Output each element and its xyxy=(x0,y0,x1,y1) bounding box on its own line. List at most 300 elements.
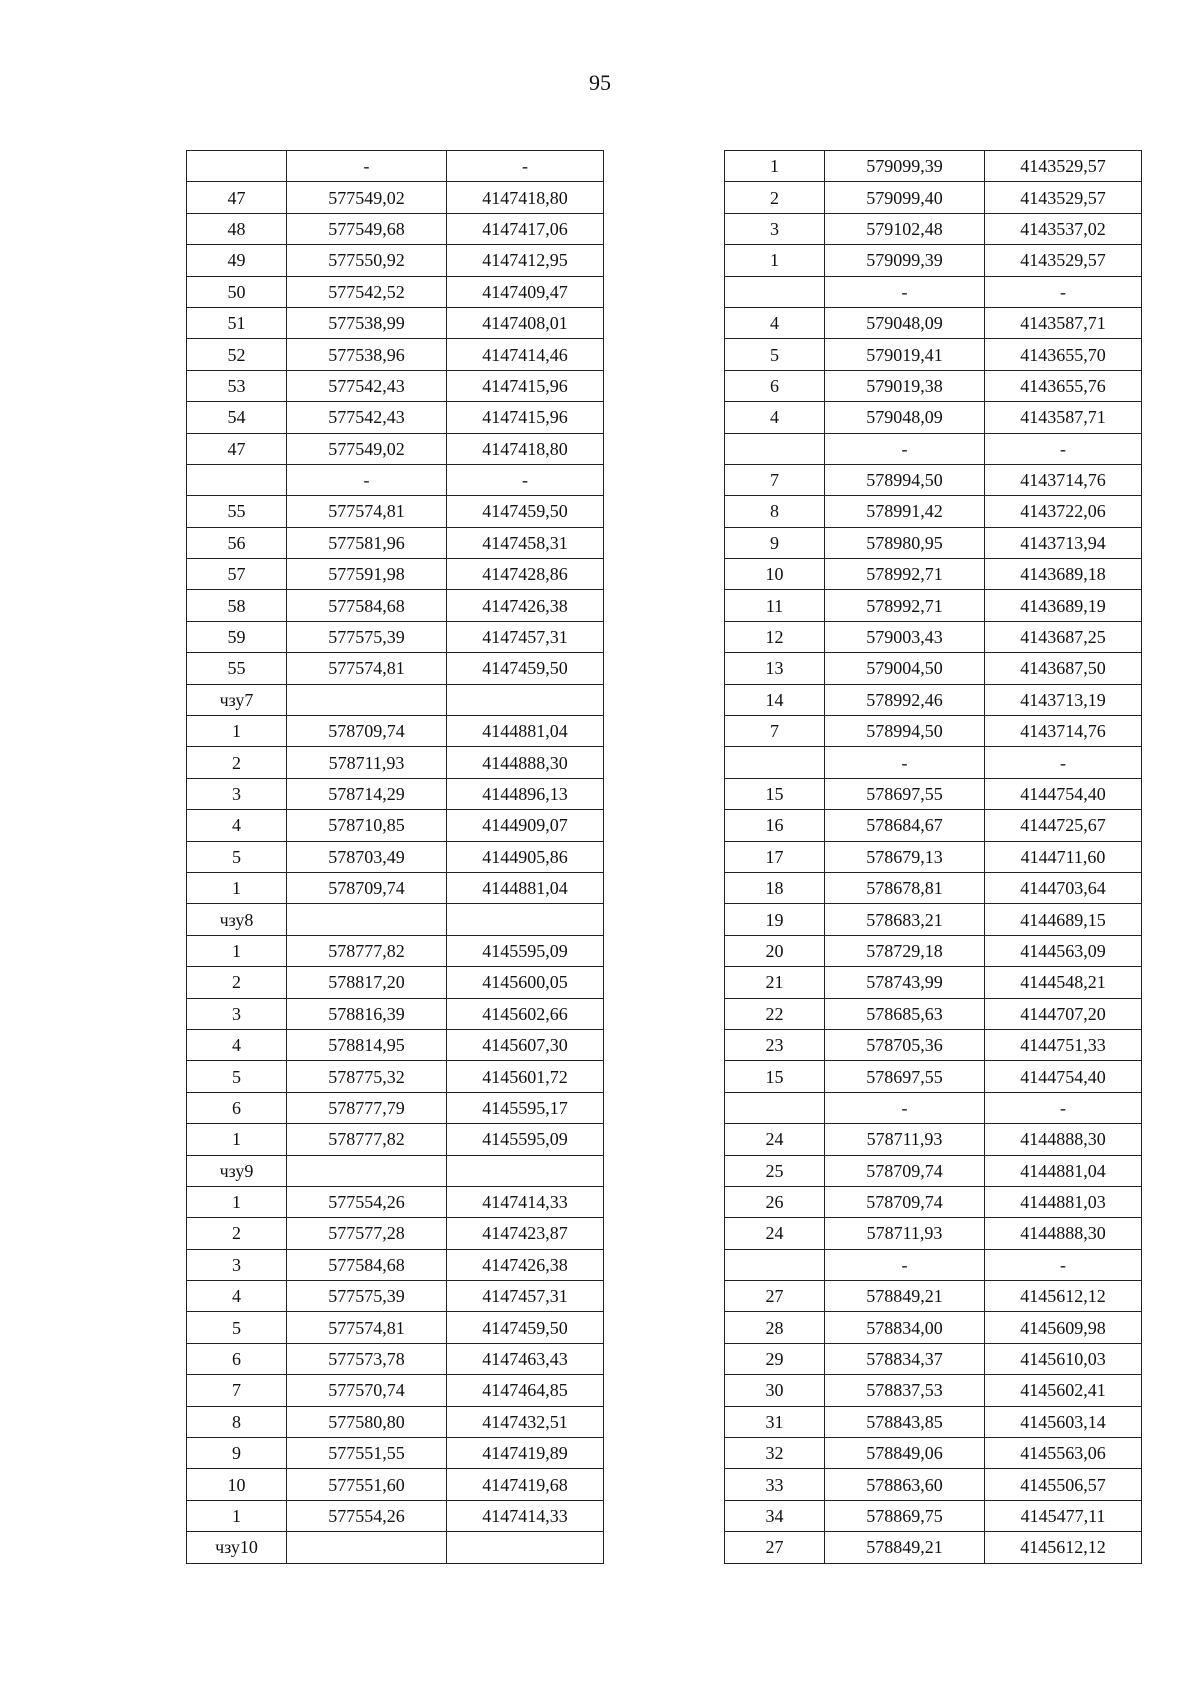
point-number-cell: 23 xyxy=(725,1029,825,1060)
table-row xyxy=(187,935,604,966)
point-number-cell: 3 xyxy=(187,998,287,1029)
x-coordinate-cell: 578992,71 xyxy=(825,590,985,621)
table-row xyxy=(187,1375,604,1406)
y-coordinate-cell: 4147458,31 xyxy=(447,527,604,558)
y-coordinate-cell: 4147409,47 xyxy=(447,276,604,307)
x-coordinate-cell xyxy=(287,684,447,715)
point-number-cell: 9 xyxy=(187,1438,287,1469)
y-coordinate-cell: 4145602,66 xyxy=(447,998,604,1029)
x-coordinate-cell: 578714,29 xyxy=(287,778,447,809)
table-row xyxy=(187,904,604,935)
point-number-cell: 47 xyxy=(187,433,287,464)
x-coordinate-cell: 577591,98 xyxy=(287,559,447,590)
table-row xyxy=(187,1532,604,1563)
y-coordinate-cell: 4145595,17 xyxy=(447,1092,604,1123)
table-row xyxy=(725,402,1142,433)
y-coordinate-cell: 4143687,25 xyxy=(985,621,1142,652)
point-number-cell xyxy=(187,464,287,495)
x-coordinate-cell: 578863,60 xyxy=(825,1469,985,1500)
y-coordinate-cell: 4144548,21 xyxy=(985,967,1142,998)
x-coordinate-cell: 578849,21 xyxy=(825,1281,985,1312)
x-coordinate-cell: 577551,60 xyxy=(287,1469,447,1500)
x-coordinate-cell: 579019,38 xyxy=(825,370,985,401)
point-number-cell: 7 xyxy=(725,716,825,747)
table-row xyxy=(725,307,1142,338)
x-coordinate-cell: 578743,99 xyxy=(825,967,985,998)
table-row xyxy=(725,1218,1142,1249)
x-coordinate-cell: - xyxy=(825,1249,985,1280)
point-number-cell: 1 xyxy=(187,872,287,903)
y-coordinate-cell: 4145600,05 xyxy=(447,967,604,998)
x-coordinate-cell: 578678,81 xyxy=(825,872,985,903)
table-row xyxy=(187,1218,604,1249)
table-row xyxy=(187,559,604,590)
y-coordinate-cell: 4147464,85 xyxy=(447,1375,604,1406)
table-row xyxy=(725,810,1142,841)
x-coordinate-cell: 578777,82 xyxy=(287,935,447,966)
x-coordinate-cell: 578814,95 xyxy=(287,1029,447,1060)
point-number-cell: 55 xyxy=(187,653,287,684)
left-coordinates-table xyxy=(186,150,604,1564)
table-row xyxy=(725,872,1142,903)
table-row xyxy=(187,339,604,370)
x-coordinate-cell: 577551,55 xyxy=(287,1438,447,1469)
x-coordinate-cell: 577550,92 xyxy=(287,245,447,276)
y-coordinate-cell: 4147459,50 xyxy=(447,653,604,684)
y-coordinate-cell: 4147426,38 xyxy=(447,590,604,621)
x-coordinate-cell: 578679,13 xyxy=(825,841,985,872)
x-coordinate-cell: 579099,39 xyxy=(825,151,985,182)
x-coordinate-cell: 578994,50 xyxy=(825,716,985,747)
point-number-cell: 58 xyxy=(187,590,287,621)
table-row xyxy=(725,1092,1142,1123)
y-coordinate-cell: 4143713,19 xyxy=(985,684,1142,715)
x-coordinate-cell: 577542,52 xyxy=(287,276,447,307)
table-row xyxy=(187,1438,604,1469)
point-number-cell: 49 xyxy=(187,245,287,276)
point-number-cell xyxy=(725,1249,825,1280)
x-coordinate-cell: 578710,85 xyxy=(287,810,447,841)
table-row xyxy=(187,684,604,715)
table-row xyxy=(725,151,1142,182)
point-number-cell: 32 xyxy=(725,1438,825,1469)
point-number-cell: 30 xyxy=(725,1375,825,1406)
point-number-cell: 51 xyxy=(187,307,287,338)
right-coordinates-table xyxy=(724,150,1142,1564)
table-row xyxy=(187,464,604,495)
y-coordinate-cell: 4147428,86 xyxy=(447,559,604,590)
x-coordinate-cell: 578703,49 xyxy=(287,841,447,872)
x-coordinate-cell: 578711,93 xyxy=(825,1124,985,1155)
point-number-cell xyxy=(725,1092,825,1123)
y-coordinate-cell: 4143689,18 xyxy=(985,559,1142,590)
point-number-cell: 4 xyxy=(187,810,287,841)
y-coordinate-cell: 4144905,86 xyxy=(447,841,604,872)
point-number-cell: 3 xyxy=(725,213,825,244)
y-coordinate-cell: 4143529,57 xyxy=(985,245,1142,276)
table-row xyxy=(725,653,1142,684)
x-coordinate-cell: 579048,09 xyxy=(825,307,985,338)
point-number-cell: 4 xyxy=(187,1029,287,1060)
point-number-cell: 12 xyxy=(725,621,825,652)
table-row xyxy=(725,716,1142,747)
point-number-cell: 2 xyxy=(187,967,287,998)
y-coordinate-cell: 4144881,04 xyxy=(985,1155,1142,1186)
point-number-cell: 22 xyxy=(725,998,825,1029)
x-coordinate-cell: 578843,85 xyxy=(825,1406,985,1437)
table-row xyxy=(725,684,1142,715)
point-number-cell: 27 xyxy=(725,1281,825,1312)
table-row xyxy=(725,1438,1142,1469)
point-number-cell: 19 xyxy=(725,904,825,935)
y-coordinate-cell: 4143713,94 xyxy=(985,527,1142,558)
x-coordinate-cell: 578816,39 xyxy=(287,998,447,1029)
y-coordinate-cell: 4143714,76 xyxy=(985,464,1142,495)
table-row xyxy=(725,339,1142,370)
table-row xyxy=(187,1343,604,1374)
y-coordinate-cell: 4143537,02 xyxy=(985,213,1142,244)
x-coordinate-cell: 578709,74 xyxy=(287,872,447,903)
x-coordinate-cell: 578849,21 xyxy=(825,1532,985,1563)
y-coordinate-cell: 4147418,80 xyxy=(447,433,604,464)
y-coordinate-cell: 4145595,09 xyxy=(447,935,604,966)
x-coordinate-cell xyxy=(287,1532,447,1563)
x-coordinate-cell: 579004,50 xyxy=(825,653,985,684)
y-coordinate-cell: 4144751,33 xyxy=(985,1029,1142,1060)
y-coordinate-cell: 4147459,50 xyxy=(447,1312,604,1343)
x-coordinate-cell: - xyxy=(825,276,985,307)
y-coordinate-cell: 4143687,50 xyxy=(985,653,1142,684)
x-coordinate-cell: 578683,21 xyxy=(825,904,985,935)
table-row xyxy=(187,1406,604,1437)
point-number-cell: 6 xyxy=(725,370,825,401)
point-number-cell: 27 xyxy=(725,1532,825,1563)
point-number-cell: 3 xyxy=(187,778,287,809)
y-coordinate-cell: - xyxy=(985,1092,1142,1123)
y-coordinate-cell: 4143587,71 xyxy=(985,307,1142,338)
point-number-cell xyxy=(725,433,825,464)
y-coordinate-cell: - xyxy=(985,747,1142,778)
table-row xyxy=(725,621,1142,652)
point-number-cell: 54 xyxy=(187,402,287,433)
point-number-cell: 53 xyxy=(187,370,287,401)
x-coordinate-cell: 578817,20 xyxy=(287,967,447,998)
x-coordinate-cell: 578697,55 xyxy=(825,1061,985,1092)
y-coordinate-cell xyxy=(447,904,604,935)
table-row xyxy=(187,747,604,778)
y-coordinate-cell xyxy=(447,684,604,715)
y-coordinate-cell: 4147412,95 xyxy=(447,245,604,276)
x-coordinate-cell: 578711,93 xyxy=(287,747,447,778)
y-coordinate-cell: 4145603,14 xyxy=(985,1406,1142,1437)
x-coordinate-cell: 577549,02 xyxy=(287,433,447,464)
table-row xyxy=(725,1186,1142,1217)
y-coordinate-cell: 4144888,30 xyxy=(985,1124,1142,1155)
y-coordinate-cell: 4147417,06 xyxy=(447,213,604,244)
x-coordinate-cell: 578991,42 xyxy=(825,496,985,527)
y-coordinate-cell: 4143529,57 xyxy=(985,151,1142,182)
point-number-cell: 11 xyxy=(725,590,825,621)
point-number-cell: 5 xyxy=(725,339,825,370)
y-coordinate-cell: 4143655,70 xyxy=(985,339,1142,370)
table-row xyxy=(725,1249,1142,1280)
x-coordinate-cell: - xyxy=(825,1092,985,1123)
x-coordinate-cell: 577554,26 xyxy=(287,1186,447,1217)
table-row xyxy=(725,1124,1142,1155)
left-table-body xyxy=(187,151,604,1564)
y-coordinate-cell: 4145602,41 xyxy=(985,1375,1142,1406)
y-coordinate-cell: 4144689,15 xyxy=(985,904,1142,935)
x-coordinate-cell: 578992,46 xyxy=(825,684,985,715)
table-row xyxy=(187,527,604,558)
point-number-cell: 48 xyxy=(187,213,287,244)
y-coordinate-cell: 4147414,46 xyxy=(447,339,604,370)
y-coordinate-cell: 4143689,19 xyxy=(985,590,1142,621)
point-number-cell: 47 xyxy=(187,182,287,213)
x-coordinate-cell: 577584,68 xyxy=(287,1249,447,1280)
table-row xyxy=(187,151,604,182)
x-coordinate-cell: 579048,09 xyxy=(825,402,985,433)
table-row xyxy=(725,778,1142,809)
y-coordinate-cell: 4147457,31 xyxy=(447,621,604,652)
y-coordinate-cell: 4144707,20 xyxy=(985,998,1142,1029)
y-coordinate-cell: 4147414,33 xyxy=(447,1186,604,1217)
x-coordinate-cell: 579019,41 xyxy=(825,339,985,370)
y-coordinate-cell: 4144909,07 xyxy=(447,810,604,841)
table-row xyxy=(725,433,1142,464)
x-coordinate-cell: 577574,81 xyxy=(287,1312,447,1343)
x-coordinate-cell: 578834,00 xyxy=(825,1312,985,1343)
x-coordinate-cell: 578709,74 xyxy=(287,716,447,747)
x-coordinate-cell: 578837,53 xyxy=(825,1375,985,1406)
table-row xyxy=(725,1469,1142,1500)
point-number-cell: 52 xyxy=(187,339,287,370)
y-coordinate-cell: 4145563,06 xyxy=(985,1438,1142,1469)
point-number-cell: 5 xyxy=(187,1312,287,1343)
y-coordinate-cell: 4144754,40 xyxy=(985,778,1142,809)
point-number-cell: 7 xyxy=(187,1375,287,1406)
table-row xyxy=(725,841,1142,872)
table-row xyxy=(725,213,1142,244)
point-number-cell: 13 xyxy=(725,653,825,684)
x-coordinate-cell: 579102,48 xyxy=(825,213,985,244)
y-coordinate-cell: 4145612,12 xyxy=(985,1532,1142,1563)
x-coordinate-cell: 578685,63 xyxy=(825,998,985,1029)
table-row xyxy=(725,1061,1142,1092)
y-coordinate-cell xyxy=(447,1532,604,1563)
y-coordinate-cell: 4144563,09 xyxy=(985,935,1142,966)
table-row xyxy=(187,1469,604,1500)
y-coordinate-cell: - xyxy=(985,433,1142,464)
point-number-cell: 5 xyxy=(187,841,287,872)
x-coordinate-cell: 578994,50 xyxy=(825,464,985,495)
point-number-cell xyxy=(725,276,825,307)
point-number-cell: 17 xyxy=(725,841,825,872)
x-coordinate-cell: 578684,67 xyxy=(825,810,985,841)
y-coordinate-cell: 4145506,57 xyxy=(985,1469,1142,1500)
y-coordinate-cell xyxy=(447,1155,604,1186)
x-coordinate-cell: 577554,26 xyxy=(287,1500,447,1531)
table-row xyxy=(187,872,604,903)
point-number-cell: 21 xyxy=(725,967,825,998)
y-coordinate-cell: 4145601,72 xyxy=(447,1061,604,1092)
y-coordinate-cell: 4147459,50 xyxy=(447,496,604,527)
point-number-cell: 50 xyxy=(187,276,287,307)
point-number-cell xyxy=(725,747,825,778)
table-row xyxy=(725,1406,1142,1437)
y-coordinate-cell: 4143655,76 xyxy=(985,370,1142,401)
x-coordinate-cell: 577581,96 xyxy=(287,527,447,558)
point-number-cell: 14 xyxy=(725,684,825,715)
x-coordinate-cell: 577549,68 xyxy=(287,213,447,244)
x-coordinate-cell: 577574,81 xyxy=(287,653,447,684)
point-number-cell: 29 xyxy=(725,1343,825,1374)
table-row xyxy=(187,182,604,213)
x-coordinate-cell: 577575,39 xyxy=(287,621,447,652)
table-row xyxy=(725,904,1142,935)
y-coordinate-cell: 4147419,68 xyxy=(447,1469,604,1500)
y-coordinate-cell: 4147408,01 xyxy=(447,307,604,338)
point-number-cell: 26 xyxy=(725,1186,825,1217)
table-row xyxy=(725,182,1142,213)
x-coordinate-cell: 577542,43 xyxy=(287,402,447,433)
table-row xyxy=(187,276,604,307)
y-coordinate-cell: 4145607,30 xyxy=(447,1029,604,1060)
table-row xyxy=(187,496,604,527)
y-coordinate-cell: 4144896,13 xyxy=(447,778,604,809)
point-number-cell: 59 xyxy=(187,621,287,652)
point-number-cell: 1 xyxy=(725,245,825,276)
x-coordinate-cell: 578711,93 xyxy=(825,1218,985,1249)
table-row xyxy=(725,1343,1142,1374)
y-coordinate-cell: 4144725,67 xyxy=(985,810,1142,841)
x-coordinate-cell: 577575,39 xyxy=(287,1281,447,1312)
y-coordinate-cell: 4147419,89 xyxy=(447,1438,604,1469)
table-row xyxy=(725,747,1142,778)
y-coordinate-cell: 4144754,40 xyxy=(985,1061,1142,1092)
x-coordinate-cell: - xyxy=(825,747,985,778)
x-coordinate-cell: - xyxy=(287,151,447,182)
table-row xyxy=(187,245,604,276)
y-coordinate-cell: 4147432,51 xyxy=(447,1406,604,1437)
x-coordinate-cell: - xyxy=(287,464,447,495)
y-coordinate-cell: 4143587,71 xyxy=(985,402,1142,433)
table-row xyxy=(187,1312,604,1343)
x-coordinate-cell: 577549,02 xyxy=(287,182,447,213)
x-coordinate-cell: 579099,39 xyxy=(825,245,985,276)
point-number-cell: 10 xyxy=(725,559,825,590)
point-number-cell: 2 xyxy=(725,182,825,213)
x-coordinate-cell: 577538,96 xyxy=(287,339,447,370)
y-coordinate-cell: - xyxy=(447,464,604,495)
x-coordinate-cell: - xyxy=(825,433,985,464)
y-coordinate-cell: 4143722,06 xyxy=(985,496,1142,527)
point-number-cell: 55 xyxy=(187,496,287,527)
table-row xyxy=(187,778,604,809)
x-coordinate-cell: 577574,81 xyxy=(287,496,447,527)
table-row xyxy=(725,1029,1142,1060)
table-row xyxy=(187,213,604,244)
x-coordinate-cell: 577580,80 xyxy=(287,1406,447,1437)
y-coordinate-cell: 4144881,04 xyxy=(447,872,604,903)
x-coordinate-cell xyxy=(287,904,447,935)
table-row xyxy=(187,653,604,684)
y-coordinate-cell: 4144888,30 xyxy=(447,747,604,778)
point-number-cell xyxy=(187,151,287,182)
x-coordinate-cell: 577542,43 xyxy=(287,370,447,401)
y-coordinate-cell: 4147415,96 xyxy=(447,370,604,401)
y-coordinate-cell: 4145477,11 xyxy=(985,1500,1142,1531)
y-coordinate-cell: 4147415,96 xyxy=(447,402,604,433)
x-coordinate-cell: 578777,82 xyxy=(287,1124,447,1155)
point-number-cell: 6 xyxy=(187,1092,287,1123)
table-row xyxy=(187,1092,604,1123)
point-number-cell: 57 xyxy=(187,559,287,590)
point-number-cell: 8 xyxy=(187,1406,287,1437)
y-coordinate-cell: 4144711,60 xyxy=(985,841,1142,872)
x-coordinate-cell: 579099,40 xyxy=(825,182,985,213)
point-number-cell: 28 xyxy=(725,1312,825,1343)
x-coordinate-cell: 578709,74 xyxy=(825,1186,985,1217)
point-number-cell: 1 xyxy=(187,1124,287,1155)
table-row xyxy=(187,621,604,652)
table-row xyxy=(187,1186,604,1217)
point-number-cell: 25 xyxy=(725,1155,825,1186)
point-number-cell: 1 xyxy=(187,1186,287,1217)
x-coordinate-cell: 577570,74 xyxy=(287,1375,447,1406)
table-row xyxy=(187,307,604,338)
table-row xyxy=(187,1281,604,1312)
table-row xyxy=(725,1312,1142,1343)
x-coordinate-cell: 578834,37 xyxy=(825,1343,985,1374)
point-number-cell: 1 xyxy=(187,935,287,966)
table-row xyxy=(725,1375,1142,1406)
point-number-cell: 8 xyxy=(725,496,825,527)
table-row xyxy=(187,810,604,841)
table-row xyxy=(725,370,1142,401)
point-number-cell: 9 xyxy=(725,527,825,558)
table-row xyxy=(725,496,1142,527)
table-row xyxy=(187,370,604,401)
y-coordinate-cell: - xyxy=(985,1249,1142,1280)
x-coordinate-cell: 579003,43 xyxy=(825,621,985,652)
y-coordinate-cell: 4143714,76 xyxy=(985,716,1142,747)
y-coordinate-cell: 4147457,31 xyxy=(447,1281,604,1312)
table-row xyxy=(725,1500,1142,1531)
y-coordinate-cell: 4144888,30 xyxy=(985,1218,1142,1249)
table-row xyxy=(725,1155,1142,1186)
point-number-cell: 10 xyxy=(187,1469,287,1500)
point-number-cell: 3 xyxy=(187,1249,287,1280)
y-coordinate-cell: - xyxy=(985,276,1142,307)
point-number-cell: 6 xyxy=(187,1343,287,1374)
y-coordinate-cell: 4145610,03 xyxy=(985,1343,1142,1374)
x-coordinate-cell: 578869,75 xyxy=(825,1500,985,1531)
table-row xyxy=(187,433,604,464)
point-number-cell: 1 xyxy=(187,1500,287,1531)
point-number-cell: 31 xyxy=(725,1406,825,1437)
table-row xyxy=(725,935,1142,966)
x-coordinate-cell: 577573,78 xyxy=(287,1343,447,1374)
point-number-cell: 18 xyxy=(725,872,825,903)
y-coordinate-cell: 4147414,33 xyxy=(447,1500,604,1531)
y-coordinate-cell: 4145609,98 xyxy=(985,1312,1142,1343)
y-coordinate-cell: 4144881,03 xyxy=(985,1186,1142,1217)
table-row xyxy=(187,967,604,998)
table-row xyxy=(187,1124,604,1155)
table-row xyxy=(725,998,1142,1029)
x-coordinate-cell: 578777,79 xyxy=(287,1092,447,1123)
